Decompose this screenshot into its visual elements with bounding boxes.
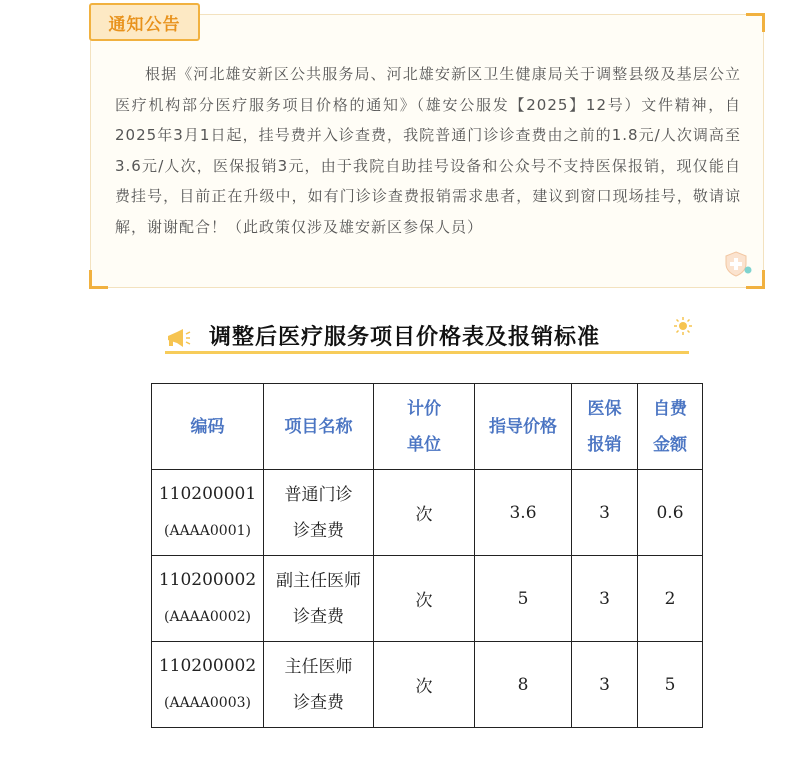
header-code: 编码: [152, 384, 264, 470]
unit-cell: 次: [374, 642, 475, 728]
code-cell: [152, 556, 264, 642]
table-title-banner: [165, 318, 693, 358]
insurance-cell: 3: [572, 470, 638, 556]
notice-tag: [89, 3, 200, 41]
name-cell: [264, 470, 374, 556]
item-sub-code: (AAAA0001): [164, 523, 251, 539]
table-row: [152, 642, 703, 728]
item-name-line2: 诊查费: [293, 606, 344, 627]
price-cell: 3.6: [475, 470, 572, 556]
item-code: 110200001: [158, 484, 257, 504]
item-code: 110200002: [158, 570, 257, 590]
shield-badge-icon: [723, 249, 753, 279]
item-name-line2: 诊查费: [293, 692, 344, 713]
header-self-line1: 自费: [653, 398, 687, 419]
header-price: 指导价格: [475, 384, 572, 470]
header-unit-line1: 计价: [407, 398, 441, 419]
notice-tag-label: 通知公告: [108, 14, 181, 35]
insurance-cell: 3: [572, 642, 638, 728]
self-pay-cell: 5: [638, 642, 703, 728]
item-name-line1: 主任医师: [284, 656, 353, 677]
self-pay-cell: 0.6: [638, 470, 703, 556]
megaphone-icon: [165, 326, 191, 350]
unit-cell: 次: [374, 556, 475, 642]
card-corner-decoration: [746, 13, 765, 32]
price-table: [151, 383, 703, 728]
item-sub-code: (AAAA0003): [164, 695, 251, 711]
header-insurance: [572, 384, 638, 470]
name-cell: [264, 556, 374, 642]
code-cell: [152, 470, 264, 556]
item-name-line1: 普通门诊: [284, 484, 353, 505]
table-header-row: [152, 384, 703, 470]
header-insurance-line2: 报销: [587, 434, 622, 455]
name-cell: [264, 642, 374, 728]
header-self-pay: [638, 384, 703, 470]
header-unit: [374, 384, 475, 470]
table-row: [152, 556, 703, 642]
item-sub-code: (AAAA0002): [164, 609, 251, 625]
table-title: 调整后医疗服务项目价格表及报销标准: [209, 325, 601, 350]
insurance-cell: 3: [572, 556, 638, 642]
header-self-line2: 金额: [653, 434, 687, 455]
item-name-line1: 副主任医师: [276, 570, 361, 591]
header-name: 项目名称: [264, 384, 374, 470]
unit-cell: 次: [374, 470, 475, 556]
header-insurance-line1: 医保: [587, 398, 622, 419]
item-name-line2: 诊查费: [293, 520, 344, 541]
notice-body: 根据《河北雄安新区公共服务局、河北雄安新区卫生健康局关于调整县级及基层公立医疗机构部分医疗服务项目价格的通知》（雄安公服发【2025】12号）文件精神，自2025年3月1日起，挂号费并入诊查费，我院普通门诊诊查费由之前的1.8元/人次调高至3.6元/人次，医保报销3元，由于我院自助挂号设备和公众号不支持医保报销，现仅能自费挂号，目前正在升级中，如有门诊诊查费报销需求患者，建议到窗口现场挂号，敬请谅解，谢谢配合！（此政策仅涉及雄安新区参保人员）: [115, 65, 741, 236]
title-underline: [165, 351, 689, 354]
card-corner-decoration: [89, 270, 108, 289]
item-code: 110200002: [158, 656, 257, 676]
notice-card: [90, 14, 764, 288]
table-row: [152, 470, 703, 556]
sun-icon: [673, 316, 693, 336]
header-unit-line2: 单位: [407, 434, 441, 455]
price-cell: 8: [475, 642, 572, 728]
code-cell: [152, 642, 264, 728]
self-pay-cell: 2: [638, 556, 703, 642]
price-cell: 5: [475, 556, 572, 642]
